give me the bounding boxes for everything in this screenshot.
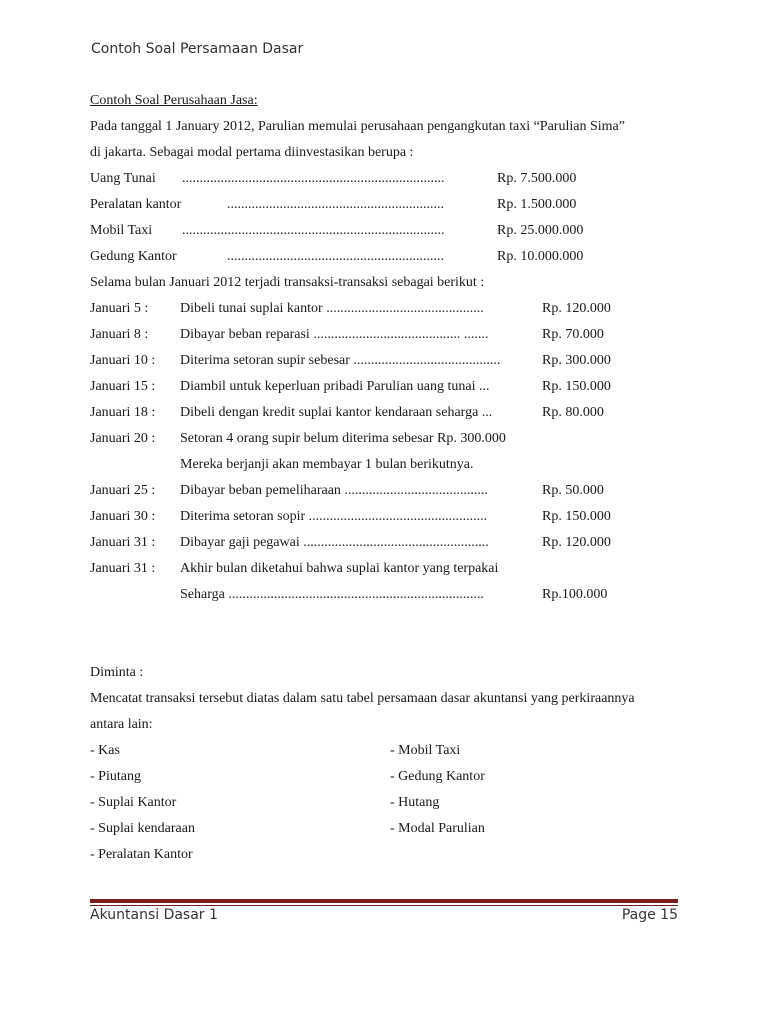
- investment-amount: Rp. 10.000.000: [497, 249, 584, 264]
- transaction-date: Januari 30 :: [90, 509, 156, 524]
- transaction-amount: Rp. 150.000: [542, 509, 611, 524]
- footer-page-number: Page 15: [621, 907, 678, 923]
- transaction-description: Setoran 4 orang supir belum diterima sebesar Rp. 300.000: [180, 431, 506, 446]
- blank-space: [90, 608, 690, 660]
- transaction-row: [90, 348, 690, 374]
- investment-amount: Rp. 7.500.000: [497, 171, 577, 186]
- transaction-row: [90, 426, 690, 452]
- transaction-row: [90, 504, 690, 530]
- transaction-amount: Rp. 150.000: [542, 379, 611, 394]
- transaction-row: [90, 556, 690, 582]
- transaction-date: Januari 15 :: [90, 379, 156, 394]
- investment-name: Peralatan kantor: [90, 197, 182, 212]
- investment-row: [90, 218, 690, 244]
- transaction-row: [90, 296, 690, 322]
- account-item: - Modal Parulian: [390, 821, 485, 836]
- transaction-row: [90, 478, 690, 504]
- transaction-date: Januari 31 :: [90, 535, 156, 550]
- account-item: - Suplai kendaraan: [90, 821, 195, 836]
- account-item: - Peralatan Kantor: [90, 847, 193, 862]
- transactions-intro: Selama bulan Januari 2012 terjadi transaksi-transaksi sebagai berikut :: [90, 275, 485, 290]
- account-item: - Suplai Kantor: [90, 795, 177, 810]
- transaction-description: Dibayar beban pemeliharaan .........................................: [180, 483, 488, 498]
- transaction-row: [90, 530, 690, 556]
- transaction-row: [90, 374, 690, 400]
- instruction-line-1: Mencatat transaksi tersebut diatas dalam satu tabel persamaan dasar akuntansi yang perkiraannya: [90, 691, 635, 706]
- diminta-label: Diminta :: [90, 665, 144, 680]
- transaction-description: Seharga .........................................................................: [180, 587, 484, 602]
- transaction-date: Januari 31 :: [90, 561, 156, 576]
- investment-name: Mobil Taxi: [90, 223, 153, 238]
- account-row: [90, 790, 690, 816]
- intro-line-2: di jakarta. Sebagai modal pertama diinvestasikan berupa :: [90, 145, 414, 160]
- transaction-row: [90, 582, 690, 608]
- account-item: - Mobil Taxi: [390, 743, 461, 758]
- account-row: [90, 816, 690, 842]
- transaction-description: Mereka berjanji akan membayar 1 bulan berikutnya.: [180, 457, 474, 472]
- transaction-row: [90, 322, 690, 348]
- instruction-line-2: antara lain:: [90, 717, 153, 732]
- transaction-description: Dibeli tunai suplai kantor .............................................: [180, 301, 484, 316]
- investment-dots: ..............................................................: [227, 197, 444, 212]
- transaction-date: Januari 20 :: [90, 431, 156, 446]
- transaction-amount: Rp. 50.000: [542, 483, 604, 498]
- account-item: - Piutang: [90, 769, 141, 784]
- transaction-description: Dibeli dengan kredit suplai kantor kendaraan seharga ...: [180, 405, 493, 420]
- transaction-row: [90, 400, 690, 426]
- transaction-description: Diterima setoran supir sebesar ..........................................: [180, 353, 501, 368]
- transaction-date: Januari 5 :: [90, 301, 149, 316]
- investment-row: [90, 166, 690, 192]
- footer-course-title: Akuntansi Dasar 1: [90, 907, 218, 923]
- investment-dots: ...........................................................................: [182, 223, 445, 238]
- investment-row: [90, 192, 690, 218]
- transaction-description: Dibayar beban reparasi .......................................... .......: [180, 327, 489, 342]
- account-item: - Kas: [90, 743, 120, 758]
- transaction-description: Dibayar gaji pegawai .....................................................: [180, 535, 489, 550]
- transaction-amount: Rp.100.000: [542, 587, 608, 602]
- transaction-date: Januari 8 :: [90, 327, 149, 342]
- transaction-row: [90, 452, 690, 478]
- intro-line-1: Pada tanggal 1 January 2012, Parulian memulai perusahaan pengangkutan taxi “Parulian Sima”: [90, 119, 625, 134]
- page-header-title: Contoh Soal Persamaan Dasar: [91, 41, 304, 57]
- account-row: [90, 764, 690, 790]
- footer-divider-thick: [90, 899, 678, 903]
- transaction-amount: Rp. 120.000: [542, 301, 611, 316]
- section-title: Contoh Soal Perusahaan Jasa:: [90, 93, 258, 108]
- investment-name: Gedung Kantor: [90, 249, 177, 264]
- investment-dots: ...........................................................................: [182, 171, 445, 186]
- transaction-amount: Rp. 300.000: [542, 353, 611, 368]
- investment-dots: ..............................................................: [227, 249, 444, 264]
- investment-name: Uang Tunai: [90, 171, 156, 186]
- transaction-amount: Rp. 80.000: [542, 405, 604, 420]
- account-item: - Gedung Kantor: [390, 769, 485, 784]
- investment-row: [90, 244, 690, 270]
- transaction-description: Akhir bulan diketahui bahwa suplai kantor yang terpakai: [180, 561, 499, 576]
- document-body: [90, 88, 690, 868]
- footer-divider-thin: [90, 905, 678, 906]
- transaction-date: Januari 25 :: [90, 483, 156, 498]
- transaction-date: Januari 10 :: [90, 353, 156, 368]
- investment-amount: Rp. 1.500.000: [497, 197, 577, 212]
- transaction-date: Januari 18 :: [90, 405, 156, 420]
- account-row: [90, 842, 690, 868]
- investment-amount: Rp. 25.000.000: [497, 223, 584, 238]
- transaction-amount: Rp. 120.000: [542, 535, 611, 550]
- account-row: [90, 738, 690, 764]
- account-item: - Hutang: [390, 795, 440, 810]
- transaction-description: Diterima setoran sopir ...................................................: [180, 509, 488, 524]
- transaction-amount: Rp. 70.000: [542, 327, 604, 342]
- transaction-description: Diambil untuk keperluan pribadi Parulian uang tunai ...: [180, 379, 490, 394]
- section-title-line: [90, 88, 690, 114]
